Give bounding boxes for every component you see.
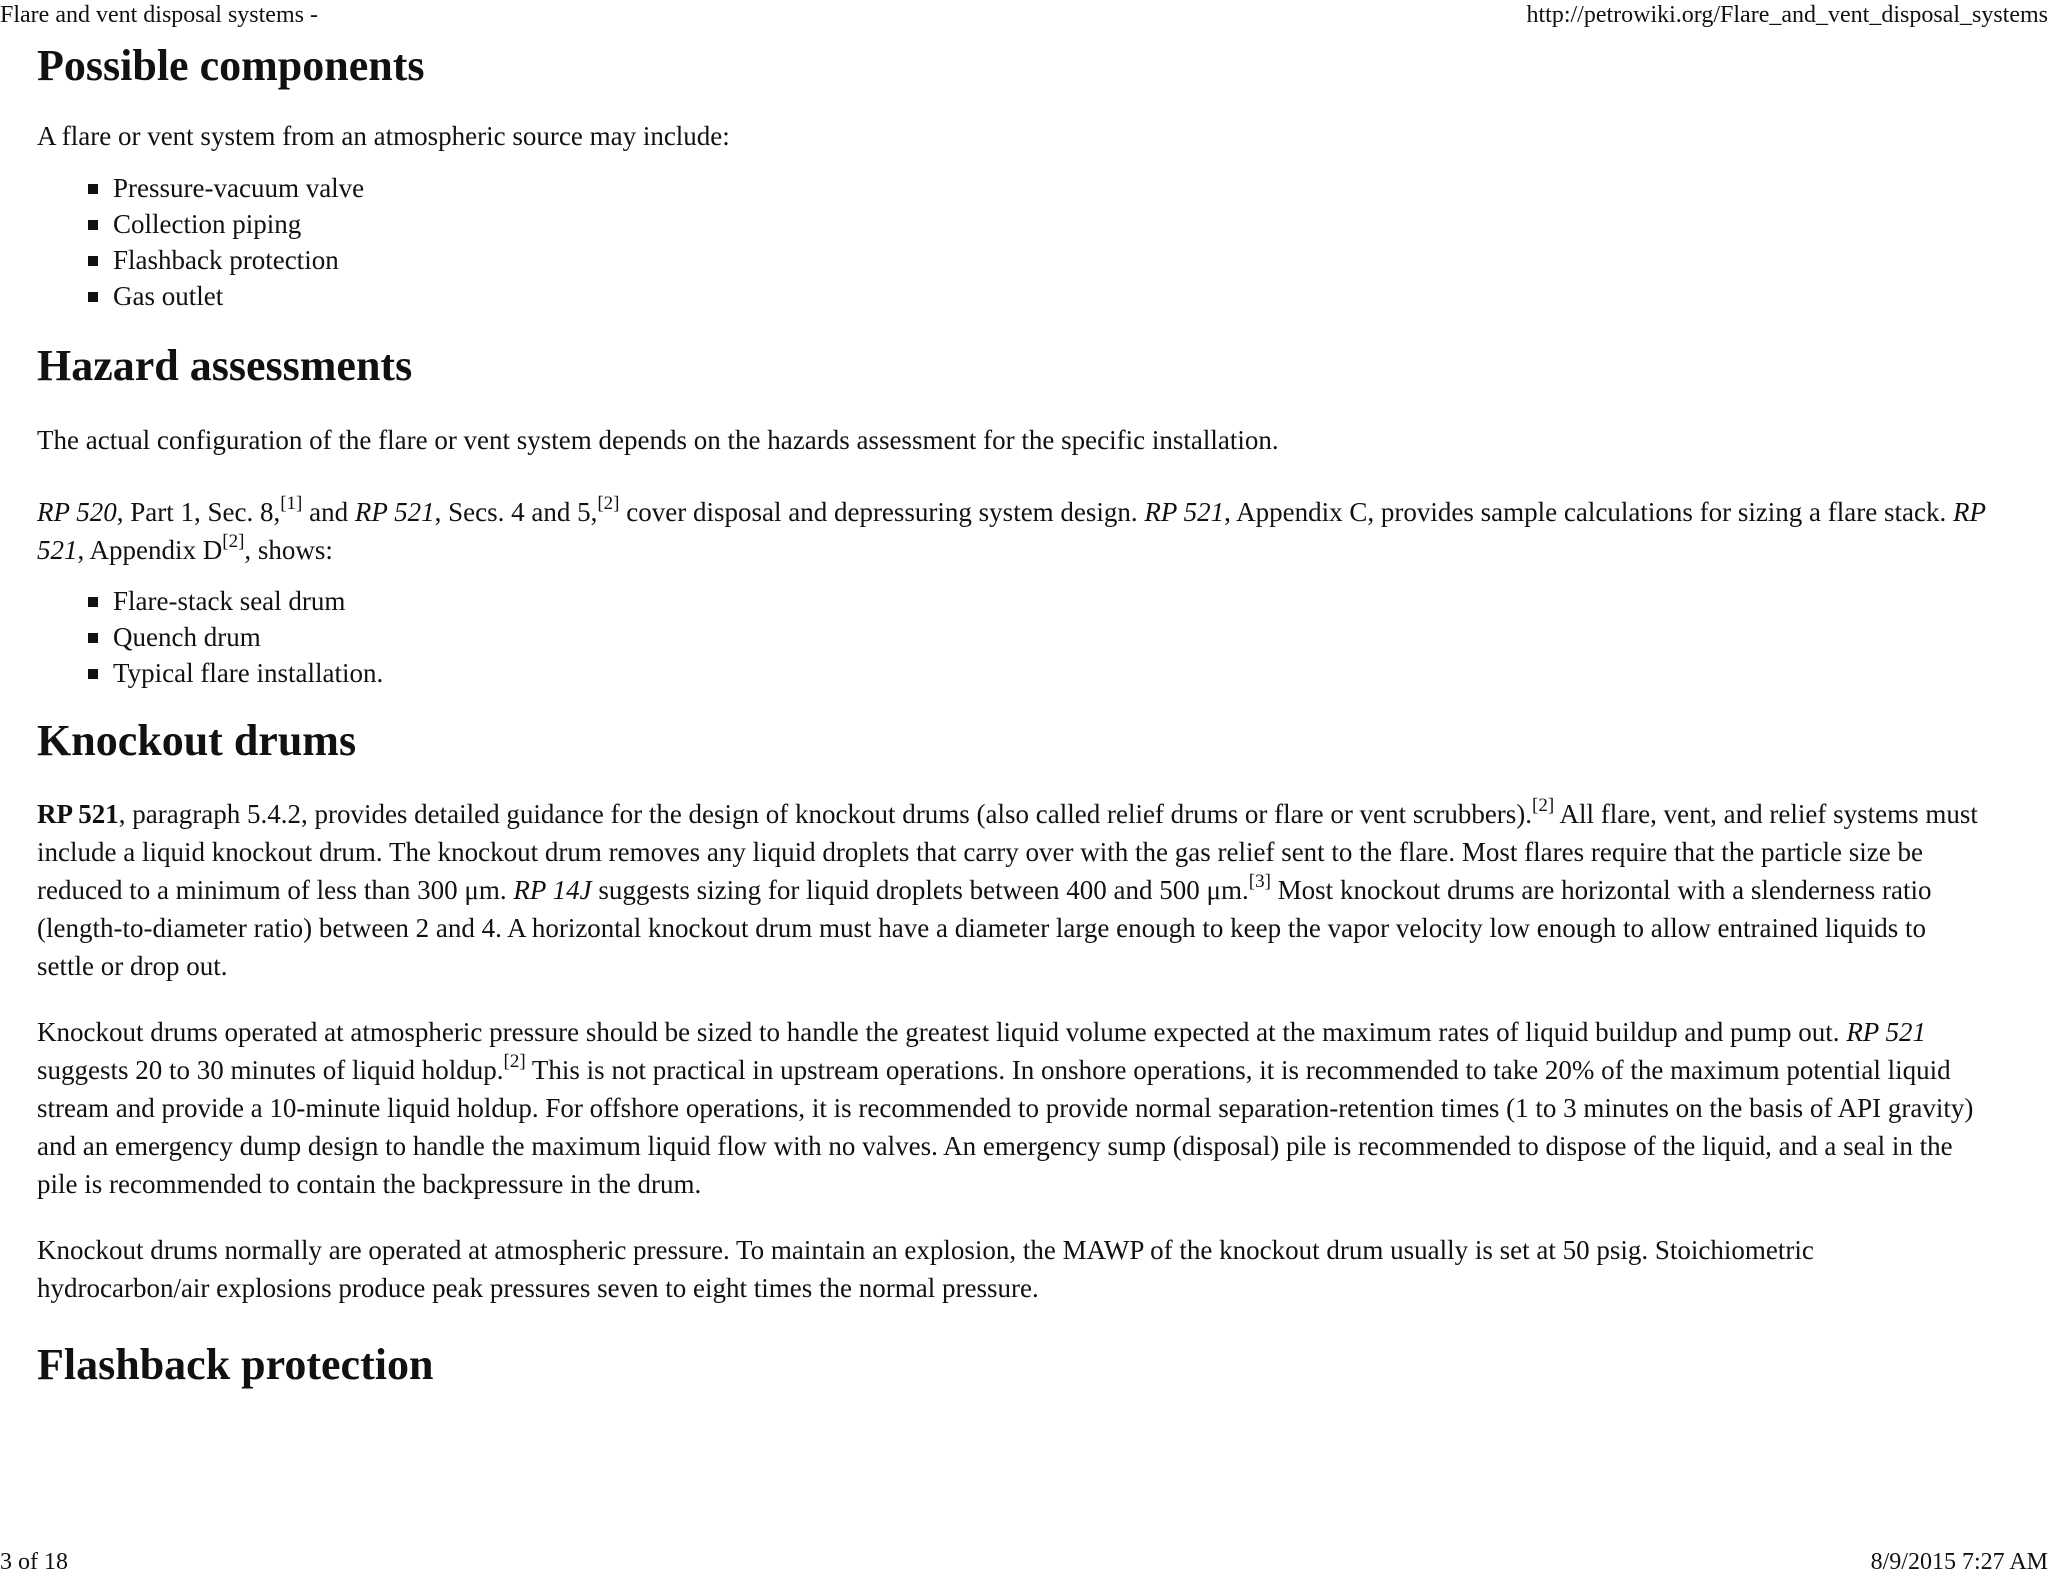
possible-components-intro: A flare or vent system from an atmospheric source may include: [37, 121, 730, 151]
reference-link[interactable]: [3] [1248, 871, 1271, 892]
hazard-assessments-list [37, 583, 1987, 691]
bullet-icon [88, 184, 98, 194]
heading-knockout-drums: Knockout drums [37, 716, 357, 765]
reference-link[interactable]: [1] [280, 493, 303, 514]
page-datetime: 8/9/2015 7:27 AM [1870, 1549, 2048, 1575]
bullet-icon [88, 220, 98, 230]
page-number: 3 of 18 [0, 1549, 68, 1575]
list-item: Gas outlet [113, 278, 1987, 314]
heading-possible-components: Possible components [37, 41, 425, 90]
list-item: Typical flare installation. [113, 655, 1987, 691]
page-header-url: http://petrowiki.org/Flare_and_vent_disposal_systems [1526, 2, 2048, 28]
page-header-title: Flare and vent disposal systems - [0, 2, 318, 28]
bullet-icon [88, 633, 98, 643]
list-item: Flare-stack seal drum [113, 583, 1987, 619]
bullet-icon [88, 669, 98, 679]
knockout-drums-paragraph-3: Knockout drums normally are operated at atmospheric pressure. To maintain an explosion, the MAWP of the knockout drum usually is set at 50 psig. Stoichiometric hydrocarbon/air explosions produce peak pressures seven to eight times the normal pressure. [37, 1235, 1814, 1303]
hazard-assessments-paragraph-1: The actual configuration of the flare or vent system depends on the hazards assessment for the specific installation. [37, 425, 1279, 455]
heading-hazard-assessments: Hazard assessments [37, 341, 413, 390]
reference-link[interactable]: [2] [1532, 795, 1555, 816]
bullet-icon [88, 292, 98, 302]
heading-flashback-protection: Flashback protection [37, 1340, 434, 1389]
reference-link[interactable]: [2] [503, 1051, 526, 1072]
article-content [37, 38, 1987, 1393]
list-item: Flashback protection [113, 242, 1987, 278]
list-item: Quench drum [113, 619, 1987, 655]
knockout-drums-paragraph-1: RP 521, paragraph 5.4.2, provides detailed guidance for the design of knockout drums (also called relief drums or flare or vent scrubbers).[2] All flare, vent, and relief systems must include a liquid knockout drum. The knockout drum removes any liquid droplets that carry over with the gas relief sent to the flare. Most flares require that the particle size be reduced to a minimum of less than 300 μm. RP 14J suggests sizing for liquid droplets between 400 and 500 μm.[3] Most knockout drums are horizontal with a slenderness ratio (length-to-diameter ratio) between 2 and 4. A horizontal knockout drum must have a diameter large enough to keep the vapor velocity low enough to allow entrained liquids to settle or drop out. [37, 795, 1978, 981]
reference-link[interactable]: [2] [222, 531, 245, 552]
possible-components-list [37, 170, 1987, 314]
bullet-icon [88, 256, 98, 266]
hazard-assessments-paragraph-2: RP 520, Part 1, Sec. 8,[1] and RP 521, Secs. 4 and 5,[2] cover disposal and depressuring system design. RP 521, Appendix C, provides sample calculations for sizing a flare stack. RP 521, Appendix D[2], shows: [37, 493, 1986, 565]
reference-link[interactable]: [2] [597, 493, 620, 514]
bullet-icon [88, 597, 98, 607]
knockout-drums-paragraph-2: Knockout drums operated at atmospheric pressure should be sized to handle the greatest liquid volume expected at the maximum rates of liquid buildup and pump out. RP 521 suggests 20 to 30 minutes of liquid holdup.[2] This is not practical in upstream operations. In onshore operations, it is recommended to take 20% of the maximum potential liquid stream and provide a 10-minute liquid holdup. For offshore operations, it is recommended to provide normal separation-retention times (1 to 3 minutes on the basis of API gravity) and an emergency dump design to handle the maximum liquid flow with no valves. An emergency sump (disposal) pile is recommended to dispose of the liquid, and a seal in the pile is recommended to contain the backpressure in the drum. [37, 1017, 1974, 1199]
list-item: Pressure-vacuum valve [113, 170, 1987, 206]
list-item: Collection piping [113, 206, 1987, 242]
